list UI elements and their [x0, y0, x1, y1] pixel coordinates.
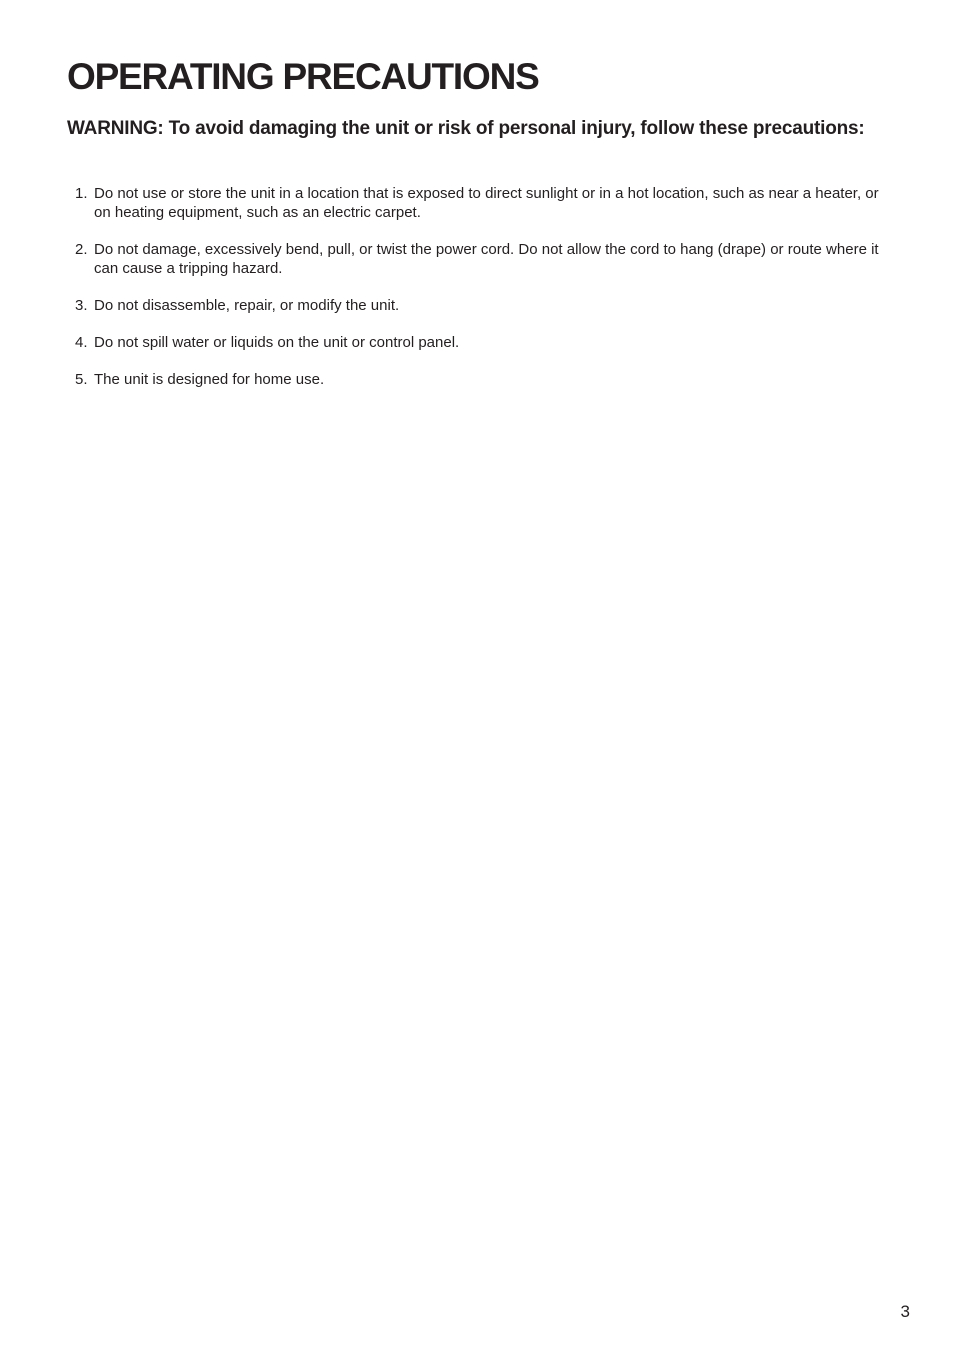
precautions-list — [75, 184, 885, 407]
item-number: 1. — [75, 185, 88, 202]
item-text: Do not damage, excessively bend, pull, or twist the power cord. Do not allow the cord to hang (drape) or route where it can cause a tripping hazard. — [94, 241, 879, 277]
precaution-item-4 — [75, 333, 885, 352]
precaution-item-1 — [75, 184, 885, 222]
precaution-item-5 — [75, 370, 885, 389]
item-number: 4. — [75, 334, 88, 351]
item-text: Do not disassemble, repair, or modify the unit. — [94, 297, 400, 314]
item-text: Do not use or store the unit in a location that is exposed to direct sunlight or in a hot location, such as near a heater, or on heating equipment, such as an electric carpet. — [94, 185, 879, 221]
item-text: The unit is designed for home use. — [94, 371, 325, 388]
precaution-item-2 — [75, 240, 885, 278]
item-number: 5. — [75, 371, 88, 388]
precaution-item-3 — [75, 296, 885, 315]
item-number: 3. — [75, 297, 88, 314]
warning-heading: WARNING: To avoid damaging the unit or risk of personal injury, follow these precautions: — [67, 118, 865, 139]
page-number: 3 — [900, 1302, 910, 1321]
item-text: Do not spill water or liquids on the unit or control panel. — [94, 334, 460, 351]
page-title: OPERATING PRECAUTIONS — [67, 56, 539, 97]
item-number: 2. — [75, 241, 88, 258]
